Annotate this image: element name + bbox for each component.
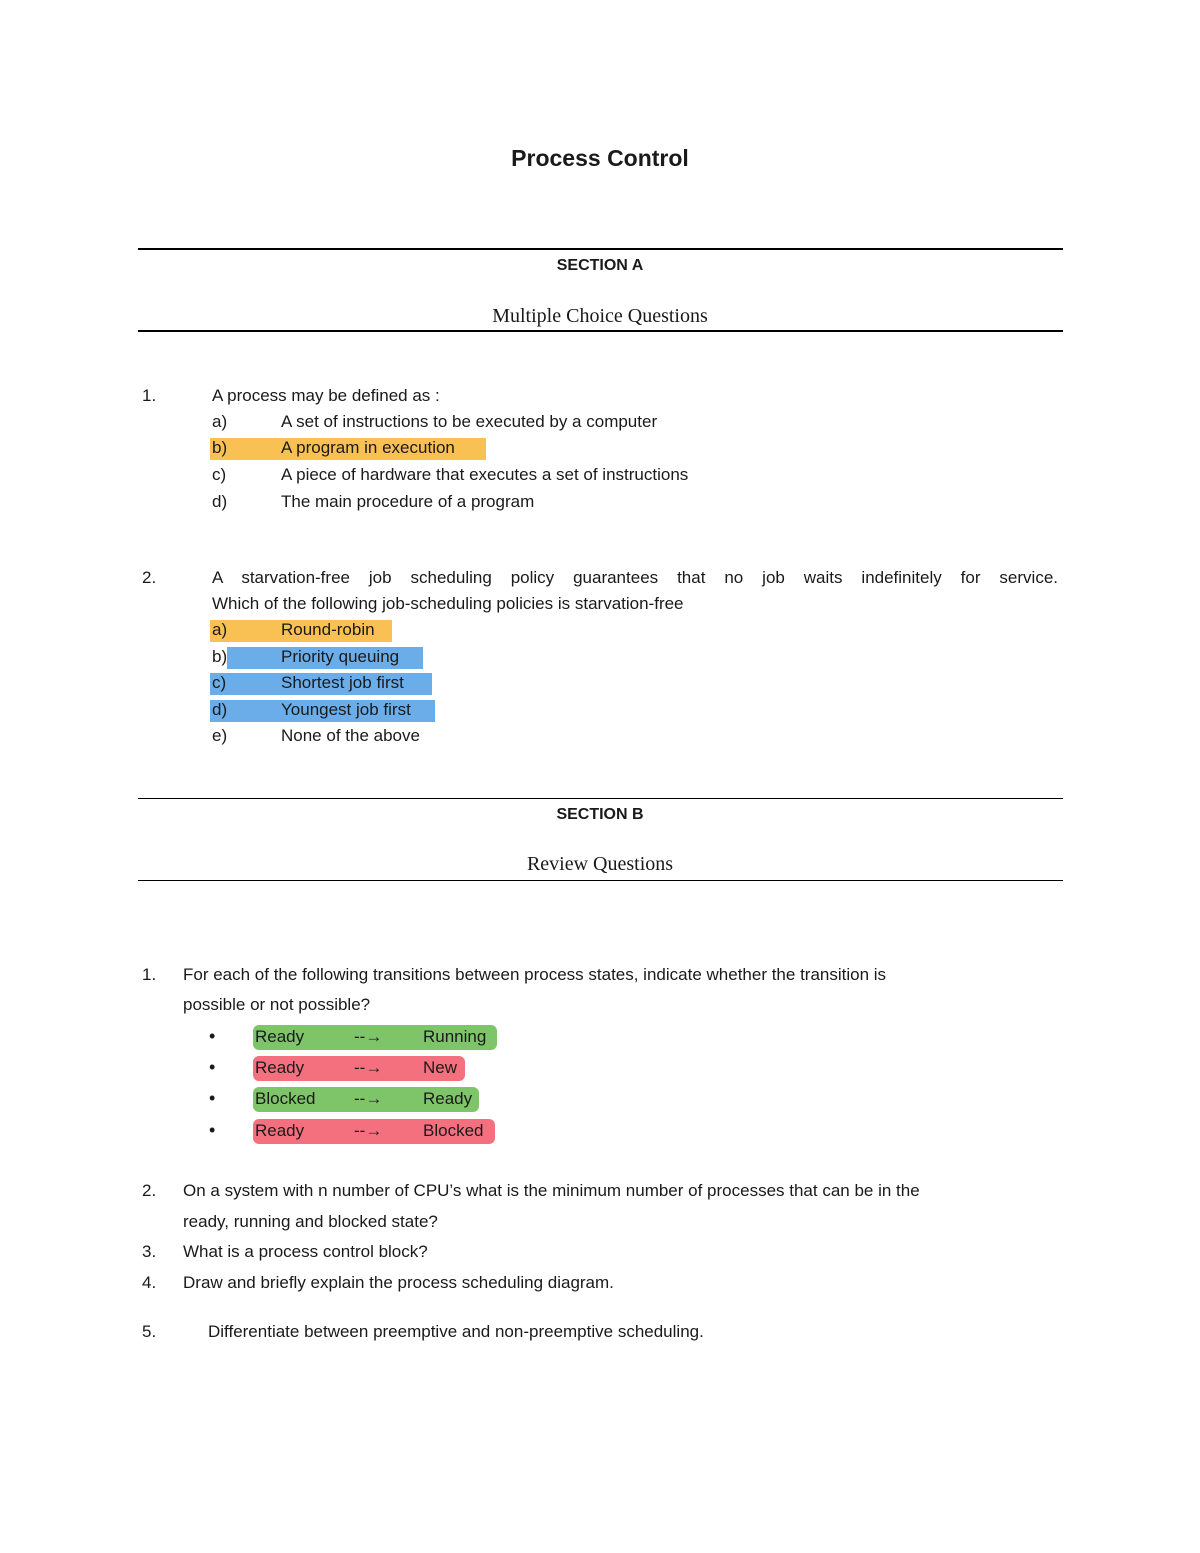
section-b-subheading: Review Questions [526, 853, 674, 875]
transition-3-to: Ready [423, 1089, 473, 1108]
mcq-2-option-d-letter: d) [212, 700, 228, 719]
mcq-2-option-e-letter: e) [212, 726, 228, 745]
mcq-2-option-a-text: Round-robin [281, 620, 375, 639]
transition-1-from: Ready [255, 1027, 305, 1046]
transition-1-to: Running [423, 1027, 487, 1046]
transition-2-arrow: --→ [354, 1058, 383, 1077]
bullet-icon: • [209, 1026, 216, 1046]
mcq-1-option-b-text: A program in execution [281, 438, 455, 457]
section-a-bottom-rule [138, 330, 1063, 332]
transition-2-to: New [423, 1058, 458, 1077]
review-3-text: What is a process control block? [183, 1242, 428, 1261]
mcq-1-option-d-letter: d) [212, 492, 228, 511]
review-2-text-line2: ready, running and blocked state? [183, 1212, 438, 1231]
section-b-top-rule [138, 798, 1063, 799]
section-b-heading: SECTION B [556, 806, 644, 823]
mcq-2-option-b-letter: b) [212, 647, 228, 666]
mcq-2-text-line1: A starvation-free job scheduling policy guarantees that no job waits indefinitely for service. [212, 568, 1058, 587]
mcq-1-option-b-letter: b) [212, 438, 228, 457]
mcq-1-text: A process may be defined as : [212, 386, 440, 405]
review-3-number: 3. [142, 1242, 157, 1261]
bullet-icon: • [209, 1120, 216, 1140]
transition-4-from: Ready [255, 1121, 305, 1140]
review-2-number: 2. [142, 1181, 157, 1200]
mcq-1-number: 1. [142, 386, 157, 405]
review-4-number: 4. [142, 1273, 157, 1292]
page-title: Process Control [511, 145, 689, 171]
transition-4-arrow: --→ [354, 1121, 383, 1140]
section-a-heading: SECTION A [556, 257, 644, 274]
transition-3-from: Blocked [255, 1089, 316, 1108]
mcq-2-text-line2: Which of the following job-scheduling policies is starvation-free [212, 594, 684, 613]
bullet-icon: • [209, 1088, 216, 1108]
mcq-2-option-c-letter: c) [212, 673, 227, 692]
bullet-icon: • [209, 1057, 216, 1077]
review-1-text-line2: possible or not possible? [183, 995, 371, 1014]
mcq-2-option-a-letter: a) [212, 620, 228, 639]
mcq-2-number: 2. [142, 568, 157, 587]
review-5-text: Differentiate between preemptive and non-preemptive scheduling. [208, 1322, 704, 1341]
mcq-1-option-a-letter: a) [212, 412, 228, 431]
mcq-2-option-d-text: Youngest job first [281, 700, 411, 719]
mcq-2-option-b-text: Priority queuing [281, 647, 400, 666]
mcq-1-option-d-text: The main procedure of a program [281, 492, 535, 511]
transition-2-from: Ready [255, 1058, 305, 1077]
mcq-1-option-c-text: A piece of hardware that executes a set of instructions [281, 465, 689, 484]
transition-3-arrow: --→ [354, 1089, 383, 1108]
transition-1-arrow: --→ [354, 1027, 383, 1046]
section-a-top-rule [138, 248, 1063, 250]
section-b-bottom-rule [138, 880, 1063, 881]
mcq-1-option-c-letter: c) [212, 465, 227, 484]
section-a-subheading: Multiple Choice Questions [492, 305, 708, 327]
review-1-number: 1. [142, 965, 157, 984]
mcq-2-option-c-text: Shortest job first [281, 673, 404, 692]
transition-4-to: Blocked [423, 1121, 484, 1140]
review-2-text-line1: On a system with n number of CPU’s what is the minimum number of processes that can be in the [183, 1181, 920, 1200]
review-4-text: Draw and briefly explain the process scheduling diagram. [183, 1273, 614, 1292]
review-5-number: 5. [142, 1322, 157, 1341]
mcq-1-option-a-text: A set of instructions to be executed by a computer [281, 412, 658, 431]
mcq-2-option-e-text: None of the above [281, 726, 420, 745]
review-1-text-line1: For each of the following transitions between process states, indicate whether the transition is [183, 965, 887, 984]
